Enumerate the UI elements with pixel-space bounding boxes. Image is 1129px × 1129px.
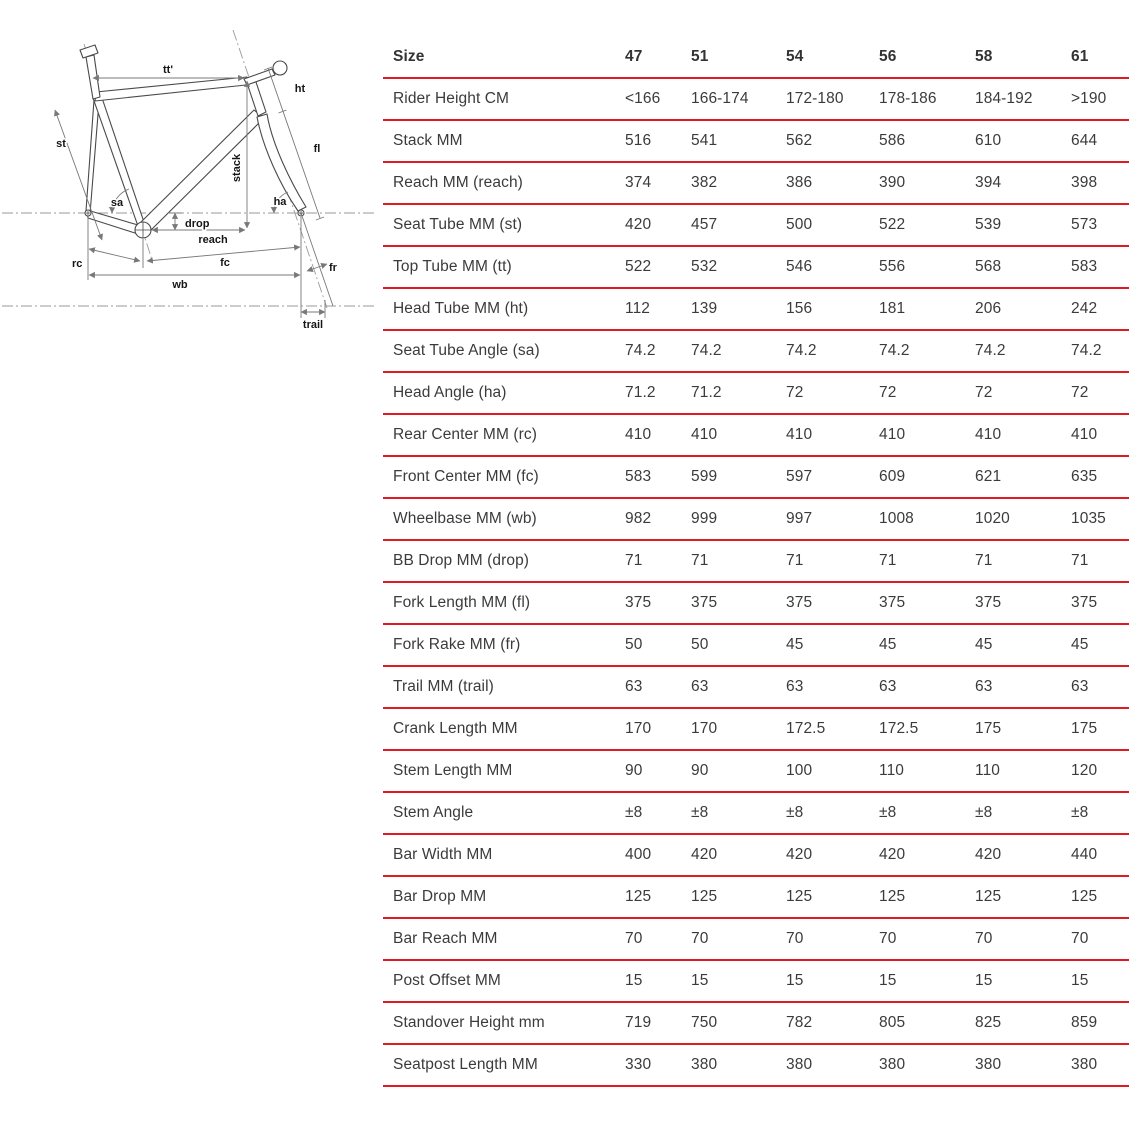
cell-value: 15: [1071, 972, 1089, 989]
cell-value: 90: [691, 762, 709, 779]
cell-value: 410: [879, 426, 906, 443]
row-label: Trail MM (trail): [393, 678, 494, 695]
cell-value: 125: [1071, 888, 1098, 905]
cell-value: 410: [691, 426, 718, 443]
table-row: [383, 919, 1129, 961]
table-row: [383, 499, 1129, 541]
cell-value: 15: [786, 972, 804, 989]
row-label: Bar Drop MM: [393, 888, 487, 905]
cell-value: 825: [975, 1014, 1002, 1031]
row-label: Fork Length MM (fl): [393, 594, 531, 611]
cell-value: 63: [786, 678, 804, 695]
row-label: Head Tube MM (ht): [393, 300, 529, 317]
geometry-table-body: [383, 79, 1129, 1087]
cell-value: <166: [625, 90, 661, 107]
cell-value: 71: [625, 552, 643, 569]
cell-value: ±8: [786, 804, 804, 821]
cell-value: 805: [879, 1014, 906, 1031]
cell-value: 546: [786, 258, 813, 275]
seat-tube: [93, 95, 147, 231]
saddle-clamp: [80, 45, 98, 58]
cell-value: 70: [786, 930, 804, 947]
table-row: [383, 961, 1129, 1003]
table-row: [383, 331, 1129, 373]
column-header-size: Size: [393, 48, 425, 65]
row-label: Standover Height mm: [393, 1014, 545, 1031]
column-header-size-54: 54: [786, 48, 804, 65]
front-center-label: fc: [220, 257, 230, 269]
cell-value: 375: [691, 594, 718, 611]
cell-value: 45: [879, 636, 897, 653]
cell-value: 380: [691, 1056, 718, 1073]
cell-value: 382: [691, 174, 718, 191]
cell-value: 175: [1071, 720, 1098, 737]
cell-value: 63: [1071, 678, 1089, 695]
cell-value: 386: [786, 174, 813, 191]
column-header-size-51: 51: [691, 48, 709, 65]
cell-value: 71: [975, 552, 993, 569]
table-header-row: [383, 37, 1129, 79]
table-row: [383, 79, 1129, 121]
cell-value: 125: [975, 888, 1002, 905]
cell-value: 71.2: [625, 384, 656, 401]
reach-label: reach: [198, 234, 228, 246]
down-tube: [137, 110, 264, 234]
cell-value: ±8: [625, 804, 643, 821]
cell-value: 380: [879, 1056, 906, 1073]
cell-value: 72: [786, 384, 804, 401]
cell-value: 181: [879, 300, 906, 317]
table-row: [383, 289, 1129, 331]
bb-drop-label: drop: [185, 218, 210, 230]
bike-frame-drawing: [80, 45, 306, 238]
cell-value: 1020: [975, 510, 1010, 527]
cell-value: 420: [879, 846, 906, 863]
cell-value: 597: [786, 468, 813, 485]
cell-value: 380: [975, 1056, 1002, 1073]
fork-length-label: fl: [313, 143, 321, 155]
table-row: [383, 1003, 1129, 1045]
cell-value: 375: [1071, 594, 1098, 611]
cell-value: 63: [975, 678, 993, 695]
top-tube: [95, 77, 247, 101]
row-label: Reach MM (reach): [393, 174, 523, 191]
cell-value: 621: [975, 468, 1002, 485]
cell-value: 63: [879, 678, 897, 695]
trail-label: trail: [302, 319, 324, 331]
cell-value: 609: [879, 468, 906, 485]
row-label: Rear Center MM (rc): [393, 426, 537, 443]
top-tube-label: tt': [163, 64, 173, 76]
cell-value: 172.5: [786, 720, 826, 737]
table-row: [383, 205, 1129, 247]
cell-value: 100: [786, 762, 813, 779]
cell-value: 410: [975, 426, 1002, 443]
cell-value: 125: [879, 888, 906, 905]
cell-value: 390: [879, 174, 906, 191]
cell-value: 500: [786, 216, 813, 233]
row-label: Rider Height CM: [393, 90, 510, 107]
row-label: Stem Length MM: [393, 762, 513, 779]
cell-value: 375: [625, 594, 652, 611]
cell-value: 125: [625, 888, 652, 905]
cell-value: 997: [786, 510, 813, 527]
cell-value: 1008: [879, 510, 914, 527]
cell-value: 71.2: [691, 384, 722, 401]
cell-value: 72: [975, 384, 993, 401]
wheelbase-label: wb: [172, 279, 188, 291]
table-row: [383, 625, 1129, 667]
cell-value: 70: [975, 930, 993, 947]
cell-value: 400: [625, 846, 652, 863]
cell-value: 70: [879, 930, 897, 947]
row-label: Bar Width MM: [393, 846, 493, 863]
frame-geometry-diagram: [0, 28, 380, 340]
cell-value: 999: [691, 510, 718, 527]
cell-value: 206: [975, 300, 1002, 317]
cell-value: 375: [879, 594, 906, 611]
cell-value: 15: [625, 972, 643, 989]
seat-angle-label: sa: [110, 197, 124, 209]
table-row: [383, 1045, 1129, 1087]
cell-value: 125: [691, 888, 718, 905]
cell-value: 719: [625, 1014, 652, 1031]
cell-value: 583: [1071, 258, 1098, 275]
cell-value: 522: [879, 216, 906, 233]
cell-value: 125: [786, 888, 813, 905]
cell-value: 420: [786, 846, 813, 863]
cell-value: 90: [625, 762, 643, 779]
cell-value: 374: [625, 174, 652, 191]
cell-value: 398: [1071, 174, 1098, 191]
table-row: [383, 415, 1129, 457]
cell-value: 420: [691, 846, 718, 863]
row-label: Seat Tube Angle (sa): [393, 342, 540, 359]
rear-center-label: rc: [72, 258, 83, 270]
cell-value: 120: [1071, 762, 1098, 779]
cell-value: 573: [1071, 216, 1098, 233]
cell-value: 583: [625, 468, 652, 485]
cell-value: 74.2: [879, 342, 910, 359]
cell-value: 15: [879, 972, 897, 989]
row-label: Stack MM: [393, 132, 463, 149]
column-header-size-47: 47: [625, 48, 643, 65]
table-row: [383, 247, 1129, 289]
cell-value: 410: [625, 426, 652, 443]
cell-value: 782: [786, 1014, 813, 1031]
cell-value: 599: [691, 468, 718, 485]
cell-value: 375: [975, 594, 1002, 611]
chain-stay: [87, 210, 138, 234]
table-row: [383, 751, 1129, 793]
cell-value: 74.2: [691, 342, 722, 359]
cell-value: 394: [975, 174, 1002, 191]
table-row: [383, 793, 1129, 835]
cell-value: 71: [1071, 552, 1089, 569]
cell-value: 375: [786, 594, 813, 611]
cell-value: 112: [625, 300, 651, 317]
cell-value: 110: [975, 762, 1001, 779]
cell-value: 568: [975, 258, 1002, 275]
cell-value: 586: [879, 132, 906, 149]
cell-value: 50: [691, 636, 709, 653]
cell-value: 170: [625, 720, 652, 737]
rear-dropout: [85, 210, 91, 216]
cell-value: 63: [691, 678, 709, 695]
column-header-size-61: 61: [1071, 48, 1089, 65]
cell-value: 74.2: [625, 342, 656, 359]
cell-value: 420: [975, 846, 1002, 863]
cell-value: 166-174: [691, 90, 749, 107]
cell-value: 330: [625, 1056, 652, 1073]
cell-value: 562: [786, 132, 813, 149]
seatpost: [86, 55, 100, 99]
cell-value: 750: [691, 1014, 718, 1031]
head-tube-label: ht: [294, 83, 306, 95]
cell-value: 380: [786, 1056, 813, 1073]
cell-value: 541: [691, 132, 718, 149]
cell-value: ±8: [691, 804, 709, 821]
cell-value: 457: [691, 216, 718, 233]
cell-value: >190: [1071, 90, 1107, 107]
cell-value: ±8: [879, 804, 897, 821]
table-row: [383, 835, 1129, 877]
cell-value: 45: [975, 636, 993, 653]
row-label: Head Angle (ha): [393, 384, 507, 401]
cell-value: 410: [786, 426, 813, 443]
cell-value: 15: [691, 972, 709, 989]
table-row: [383, 709, 1129, 751]
cell-value: 70: [691, 930, 709, 947]
cell-value: 175: [975, 720, 1002, 737]
cell-value: 71: [786, 552, 804, 569]
cell-value: 522: [625, 258, 652, 275]
cell-value: 644: [1071, 132, 1098, 149]
cell-value: 156: [786, 300, 813, 317]
cell-value: 1035: [1071, 510, 1106, 527]
cell-value: ±8: [975, 804, 993, 821]
cell-value: 15: [975, 972, 993, 989]
seat-tube-label: st: [56, 138, 66, 150]
table-row: [383, 163, 1129, 205]
table-row: [383, 541, 1129, 583]
cell-value: 410: [1071, 426, 1098, 443]
cell-value: 72: [1071, 384, 1089, 401]
head-angle-label: ha: [273, 196, 287, 208]
cell-value: 72: [879, 384, 897, 401]
row-label: Bar Reach MM: [393, 930, 498, 947]
seat-stay: [86, 100, 99, 214]
cell-value: 556: [879, 258, 906, 275]
cell-value: 74.2: [786, 342, 817, 359]
cell-value: 610: [975, 132, 1002, 149]
row-label: Top Tube MM (tt): [393, 258, 512, 275]
cell-value: 859: [1071, 1014, 1098, 1031]
cell-value: 380: [1071, 1056, 1098, 1073]
cell-value: 74.2: [975, 342, 1006, 359]
cell-value: 532: [691, 258, 718, 275]
cell-value: 982: [625, 510, 652, 527]
geometry-table: [383, 37, 1129, 1087]
cell-value: 420: [625, 216, 652, 233]
row-label: Post Offset MM: [393, 972, 501, 989]
row-label: Front Center MM (fc): [393, 468, 539, 485]
cell-value: 516: [625, 132, 652, 149]
column-header-size-58: 58: [975, 48, 993, 65]
row-label: BB Drop MM (drop): [393, 552, 530, 569]
row-label: Seatpost Length MM: [393, 1056, 538, 1073]
cell-value: 178-186: [879, 90, 937, 107]
stem: [244, 69, 275, 85]
cell-value: 45: [786, 636, 804, 653]
table-row: [383, 373, 1129, 415]
cell-value: 71: [691, 552, 709, 569]
cell-value: 539: [975, 216, 1002, 233]
cell-value: 74.2: [1071, 342, 1102, 359]
cell-value: 70: [1071, 930, 1089, 947]
cell-value: 172-180: [786, 90, 844, 107]
cell-value: 139: [691, 300, 718, 317]
column-header-size-56: 56: [879, 48, 897, 65]
cell-value: 45: [1071, 636, 1089, 653]
cell-value: 635: [1071, 468, 1098, 485]
handlebar-clamp: [273, 61, 287, 75]
cell-value: 70: [625, 930, 643, 947]
cell-value: 50: [625, 636, 643, 653]
cell-value: 110: [879, 762, 905, 779]
row-label: Crank Length MM: [393, 720, 518, 737]
cell-value: 63: [625, 678, 643, 695]
row-label: Fork Rake MM (fr): [393, 636, 521, 653]
table-row: [383, 121, 1129, 163]
cell-value: 172.5: [879, 720, 919, 737]
cell-value: ±8: [1071, 804, 1089, 821]
row-label: Wheelbase MM (wb): [393, 510, 537, 527]
table-row: [383, 457, 1129, 499]
cell-value: 242: [1071, 300, 1098, 317]
cell-value: 184-192: [975, 90, 1033, 107]
table-row: [383, 583, 1129, 625]
row-label: Stem Angle: [393, 804, 474, 821]
cell-value: 440: [1071, 846, 1098, 863]
fork-rake-label: fr: [329, 262, 337, 274]
table-row: [383, 877, 1129, 919]
cell-value: 71: [879, 552, 897, 569]
row-label: Seat Tube MM (st): [393, 216, 523, 233]
table-row: [383, 667, 1129, 709]
stack-label: stack: [231, 153, 243, 183]
cell-value: 170: [691, 720, 718, 737]
